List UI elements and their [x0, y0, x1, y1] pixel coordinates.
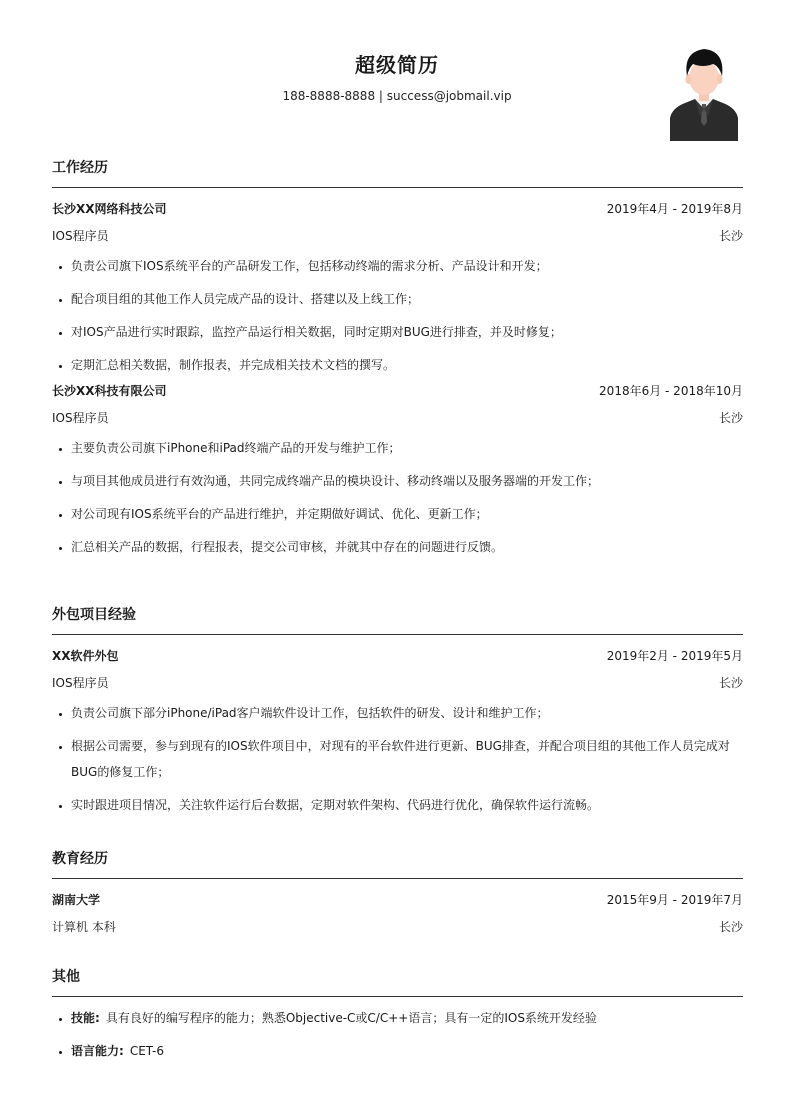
role: IOS程序员 — [52, 229, 109, 243]
list-item: • 对IOS产品进行实时跟踪，监控产品运行相关数据，同时定期对BUG进行排查，并及时修复； — [71, 319, 743, 345]
city: 长沙 — [718, 920, 743, 934]
work-entry — [52, 378, 743, 560]
list-item: • 主要负责公司旗下iPhone和iPad终端产品的开发与维护工作； — [71, 435, 743, 461]
city: 长沙 — [718, 676, 743, 690]
list-item: • 实时跟进项目情况，关注软件运行后台数据，定期对软件架构、代码进行优化，确保软件运行流畅。 — [71, 792, 743, 818]
resume-name: 超级简历 — [355, 53, 439, 77]
list-item: • 定期汇总相关数据，制作报表，并完成相关技术文档的撰写。 — [71, 352, 743, 378]
outsource-section — [52, 602, 743, 825]
major-degree: 计算机 本科 — [52, 920, 116, 934]
list-item: • 负责公司旗下部分iPhone/iPad客户端软件设计工作，包括软件的研发、设计和维护工作； — [71, 700, 743, 726]
work-section — [52, 155, 743, 560]
period: 2019年2月 - 2019年5月 — [606, 649, 743, 663]
list-item: • 根据公司需要，参与到现有的IOS软件项目中，对现有的平台软件进行更新、BUG排查，并配合项目组的其他工作人员完成对BUG的修复工作； — [71, 733, 743, 785]
company-name: XX软件外包 — [52, 649, 119, 663]
list-item: • 对公司现有IOS系统平台的产品进行维护，并定期做好调试、优化、更新工作； — [71, 501, 743, 527]
role: IOS程序员 — [52, 411, 109, 425]
section-title-outsource: 外包项目经验 — [52, 602, 743, 635]
period: 2015年9月 - 2019年7月 — [606, 893, 743, 907]
skills-value: 具有良好的编写程序的能力；熟悉Objective-C或C/C++语言；具有一定的IOS系统开发经验 — [105, 1011, 597, 1025]
city: 长沙 — [718, 411, 743, 425]
school-name: 湖南大学 — [52, 893, 101, 907]
skills-item — [71, 1005, 743, 1031]
section-title-work: 工作经历 — [52, 155, 743, 188]
list-item: • 配合项目组的其他工作人员完成产品的设计、搭建以及上线工作； — [71, 286, 743, 312]
period: 2018年6月 - 2018年10月 — [599, 384, 743, 398]
education-section — [52, 846, 743, 941]
skills-label: 技能: — [71, 1011, 100, 1025]
company-name: 长沙XX科技有限公司 — [52, 384, 167, 398]
contact-info: 188-8888-8888 | success@jobmail.vip — [282, 89, 512, 103]
company-name: 长沙XX网络科技公司 — [52, 202, 167, 216]
city: 长沙 — [718, 229, 743, 243]
list-item: • 与项目其他成员进行有效沟通，共同完成终端产品的模块设计、移动终端以及服务器端的开发工作； — [71, 468, 743, 494]
other-section — [52, 964, 743, 1071]
section-title-education: 教育经历 — [52, 846, 743, 879]
role: IOS程序员 — [52, 676, 109, 690]
person-avatar-icon — [669, 46, 739, 141]
language-value: CET-6 — [129, 1044, 164, 1058]
language-label: 语言能力: — [71, 1044, 124, 1058]
language-item — [71, 1038, 743, 1064]
section-title-other: 其他 — [52, 964, 743, 997]
list-item: • 负责公司旗下IOS系统平台的产品研发工作，包括移动终端的需求分析、产品设计和开发； — [71, 253, 743, 279]
period: 2019年4月 - 2019年8月 — [606, 202, 743, 216]
list-item: • 汇总相关产品的数据，行程报表，提交公司审核，并就其中存在的问题进行反馈。 — [71, 534, 743, 560]
work-entry — [52, 196, 743, 378]
